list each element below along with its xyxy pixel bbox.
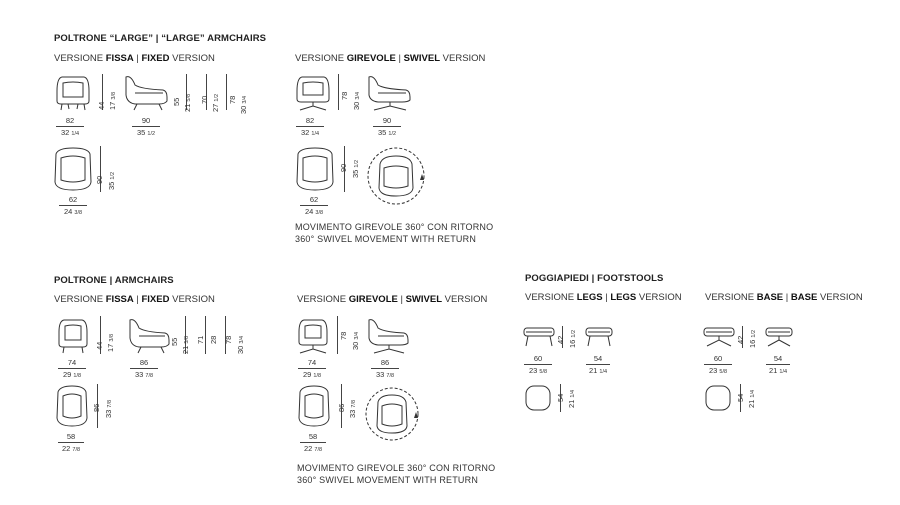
dimension-depth-in xyxy=(104,400,113,418)
dim-value: 78 xyxy=(224,335,233,344)
dim-value: 33 xyxy=(104,409,113,418)
dim-value: 54 xyxy=(556,393,565,402)
dim-value: 29 xyxy=(62,370,72,379)
dimension-height-in xyxy=(351,332,360,350)
dim-frac: 5/8 xyxy=(539,369,548,375)
dim-cm: 86 xyxy=(371,358,399,369)
note-italian: MOVIMENTO GIREVOLE 360° CON RITORNO xyxy=(295,222,494,232)
note-italian: MOVIMENTO GIREVOLE 360° CON RITORNO xyxy=(297,463,496,473)
dim-value: 90 xyxy=(339,163,348,172)
dim-value: 21 xyxy=(588,366,598,375)
dim-value: 32 xyxy=(60,128,70,137)
dim-value: 24 xyxy=(304,207,314,216)
label-part: VERSIONE xyxy=(54,294,106,305)
armchair-swivel-side-view-drawing xyxy=(366,316,410,354)
section-title-armchairs: POLTRONE | ARMCHAIRS xyxy=(54,275,174,286)
dimension-total-height-cm xyxy=(228,96,237,104)
dim-value: 71 xyxy=(196,335,205,344)
dim-frac: 3/8 xyxy=(74,210,83,216)
dimension-seat-height-cm xyxy=(172,98,181,106)
dim-value: 21 xyxy=(747,399,756,408)
dim-value: 17 xyxy=(108,101,117,110)
dimension-depth xyxy=(373,116,401,137)
dimension-width xyxy=(298,358,326,379)
dimension-height-in xyxy=(352,92,361,110)
label-separator: | xyxy=(783,292,791,303)
dimension-depth-in xyxy=(107,172,116,190)
dimension-height-in xyxy=(748,330,757,348)
label-part: VERSION xyxy=(636,292,682,303)
dimension-line xyxy=(205,316,206,354)
dim-value: 44 xyxy=(95,341,104,350)
legs-version-label xyxy=(525,292,682,303)
large-swivel-top-view-drawing xyxy=(294,146,336,192)
dim-value: 42 xyxy=(556,335,565,344)
dim-value: 70 xyxy=(200,95,209,104)
dimension-depth-cm xyxy=(95,176,104,184)
dimension-arm-height-cm xyxy=(196,336,205,344)
dimension-total-height-cm xyxy=(224,336,233,344)
dim-cm: 62 xyxy=(300,195,328,206)
dim-value: 22 xyxy=(303,444,313,453)
dim-cm: 82 xyxy=(56,116,84,127)
large-fixed-front-view-drawing xyxy=(54,73,92,111)
footstool-base-front-view-drawing xyxy=(702,326,736,348)
dim-frac: 7/8 xyxy=(314,447,323,453)
fixed-version-label xyxy=(54,294,215,305)
dim-frac: 3/8 xyxy=(111,91,117,100)
dimension-height-cm xyxy=(97,102,106,110)
dimension-depth-cm xyxy=(337,404,346,412)
label-part: VERSION xyxy=(442,294,488,305)
label-part-bold: FISSA xyxy=(105,53,134,64)
dimension-width xyxy=(56,116,84,137)
dim-value: 21 xyxy=(183,103,192,112)
dim-frac: 5/8 xyxy=(184,335,190,344)
armchair-fixed-side-view-drawing xyxy=(127,316,171,354)
dim-cm: 90 xyxy=(373,116,401,127)
dim-value: 21 xyxy=(567,399,576,408)
dim-in xyxy=(704,365,732,375)
dim-value: 55 xyxy=(172,97,181,106)
dim-in xyxy=(766,365,790,375)
dim-value: 16 xyxy=(748,339,757,348)
dim-value: 35 xyxy=(351,169,360,178)
armchair-fixed-top-view-drawing xyxy=(54,384,90,428)
base-version-label xyxy=(705,292,863,303)
dimension-width xyxy=(59,195,87,216)
dim-frac: 7/8 xyxy=(72,447,81,453)
label-part-bold: FIXED xyxy=(141,53,170,64)
dim-frac: 1/8 xyxy=(313,373,322,379)
dimension-width xyxy=(704,354,732,375)
dimension-width xyxy=(58,358,86,379)
dim-cm: 60 xyxy=(524,354,552,365)
dim-value: 35 xyxy=(377,128,387,137)
dimension-height-cm xyxy=(340,92,349,100)
section-title-footstools: POGGIAPIEDI | FOOTSTOOLS xyxy=(525,273,664,284)
dim-frac: 1/2 xyxy=(571,329,577,338)
dim-cm: 86 xyxy=(130,358,158,369)
label-part-bold: GIREVOLE xyxy=(348,294,398,305)
dim-value: 42 xyxy=(736,335,745,344)
dim-value: 23 xyxy=(708,366,718,375)
label-part-bold: BASE xyxy=(790,292,818,303)
dim-frac: 1/4 xyxy=(570,389,576,398)
dimension-width xyxy=(58,432,84,453)
label-part-bold: FISSA xyxy=(105,294,134,305)
dim-in xyxy=(371,369,399,379)
dim-frac: 3/8 xyxy=(109,333,115,342)
swivel-rotation-icon xyxy=(364,386,420,442)
section-title-large-armchairs: POLTRONE “LARGE” | “LARGE” ARMCHAIRS xyxy=(54,33,267,44)
dim-value: 55 xyxy=(170,337,179,346)
dimension-height-in xyxy=(108,92,117,110)
dim-frac: 1/2 xyxy=(147,131,156,137)
dimension-depth xyxy=(130,358,158,379)
dim-value: 27 xyxy=(211,103,220,112)
dim-value: 78 xyxy=(339,331,348,340)
dim-value: 35 xyxy=(136,128,146,137)
label-part: VERSION xyxy=(169,53,215,64)
dimension-seat-height-cm xyxy=(170,338,179,346)
dim-frac: 1/4 xyxy=(311,131,320,137)
label-part-bold: SWIVEL xyxy=(405,294,443,305)
large-swivel-side-view-drawing xyxy=(366,73,412,111)
dim-in xyxy=(58,443,84,453)
footstool-base-side-view-drawing xyxy=(764,326,794,348)
dim-frac: 3/8 xyxy=(315,210,324,216)
dimension-top-in xyxy=(567,390,576,408)
dimension-top-in xyxy=(747,390,756,408)
dim-frac: 1/2 xyxy=(388,131,397,137)
dim-in xyxy=(524,365,552,375)
large-fixed-side-view-drawing xyxy=(123,73,169,111)
dim-value: 78 xyxy=(340,91,349,100)
dim-value: 44 xyxy=(97,101,106,110)
dimension-width xyxy=(524,354,552,375)
dimension-arm-height-in xyxy=(209,336,218,344)
dim-cm: 62 xyxy=(59,195,87,206)
label-part: VERSIONE xyxy=(54,53,106,64)
dim-value: 21 xyxy=(181,345,190,354)
dim-frac: 5/8 xyxy=(186,93,192,102)
dim-frac: 3/4 xyxy=(355,91,361,100)
dim-frac: 1/8 xyxy=(73,373,82,379)
dimension-arm-height-in xyxy=(211,94,220,112)
note-english: 360° SWIVEL MOVEMENT WITH RETURN xyxy=(297,475,479,485)
dim-in xyxy=(56,127,84,137)
label-part-bold: LEGS xyxy=(576,292,603,303)
dimension-line xyxy=(226,74,227,110)
label-part-bold: GIREVOLE xyxy=(346,53,396,64)
dim-in xyxy=(59,206,87,216)
armchair-fixed-front-view-drawing xyxy=(56,316,90,354)
dim-frac: 7/8 xyxy=(145,373,154,379)
dim-frac: 3/4 xyxy=(242,95,248,104)
label-part-bold: FIXED xyxy=(141,294,170,305)
dim-value: 23 xyxy=(528,366,538,375)
dimension-seat-height-in xyxy=(183,94,192,112)
swivel-version-label xyxy=(297,294,487,305)
dim-in xyxy=(132,127,160,137)
dim-value: 30 xyxy=(351,341,360,350)
dim-value: 30 xyxy=(352,101,361,110)
label-part-bold: BASE xyxy=(756,292,784,303)
dim-cm: 90 xyxy=(132,116,160,127)
dimension-height-cm xyxy=(556,336,565,344)
dim-value: 21 xyxy=(768,366,778,375)
swivel-rotation-icon xyxy=(366,146,426,206)
dim-cm: 82 xyxy=(296,116,324,127)
footstool-legs-top-view-drawing xyxy=(524,384,552,412)
dimension-height-cm xyxy=(95,342,104,350)
note-english: 360° SWIVEL MOVEMENT WITH RETURN xyxy=(295,234,477,244)
dim-value: 32 xyxy=(300,128,310,137)
dim-frac: 5/8 xyxy=(719,369,728,375)
dimension-height-cm xyxy=(339,332,348,340)
dim-in xyxy=(300,206,328,216)
dimension-total-height-in xyxy=(239,96,248,114)
dim-in xyxy=(373,127,401,137)
fixed-version-label-large xyxy=(54,53,215,64)
label-part: VERSIONE xyxy=(297,294,349,305)
dimension-width xyxy=(296,116,324,137)
dimension-depth xyxy=(586,354,610,375)
dim-frac: 1/4 xyxy=(599,369,608,375)
dimension-height-cm xyxy=(736,336,745,344)
dimension-line xyxy=(338,74,339,110)
armchair-swivel-front-view-drawing xyxy=(296,316,330,354)
label-part: VERSIONE xyxy=(295,53,347,64)
large-swivel-front-view-drawing xyxy=(294,73,332,111)
label-part: VERSION xyxy=(440,53,486,64)
dim-value: 86 xyxy=(337,403,346,412)
dim-value: 29 xyxy=(302,370,312,379)
dim-value: 17 xyxy=(106,343,115,352)
dim-frac: 1/2 xyxy=(354,159,360,168)
footstool-legs-front-view-drawing xyxy=(522,326,556,348)
dim-in xyxy=(296,127,324,137)
swivel-note xyxy=(297,462,495,486)
armchair-swivel-top-view-drawing xyxy=(296,384,332,428)
label-part: VERSIONE xyxy=(705,292,757,303)
dimension-line xyxy=(206,74,207,110)
swivel-note-large xyxy=(295,221,493,245)
dim-value: 16 xyxy=(568,339,577,348)
dim-in xyxy=(586,365,610,375)
dim-value: 30 xyxy=(236,345,245,354)
dim-cm: 60 xyxy=(704,354,732,365)
dimension-top-cm xyxy=(736,394,745,402)
dim-frac: 1/4 xyxy=(779,369,788,375)
label-separator: | xyxy=(133,294,142,305)
dimension-depth-in xyxy=(351,160,360,178)
dimension-depth-cm xyxy=(339,164,348,172)
dim-value: 78 xyxy=(228,95,237,104)
dimension-height-in xyxy=(106,334,115,352)
dim-value: 30 xyxy=(239,105,248,114)
dim-frac: 1/2 xyxy=(214,93,220,102)
dim-frac: 1/4 xyxy=(750,389,756,398)
dim-frac: 1/2 xyxy=(110,171,116,180)
dimension-depth-cm xyxy=(92,404,101,412)
large-fixed-top-view-drawing xyxy=(52,146,94,192)
dimension-line xyxy=(100,146,101,192)
dim-cm: 58 xyxy=(300,432,326,443)
dim-value: 54 xyxy=(736,393,745,402)
label-separator: | xyxy=(397,294,406,305)
footstool-legs-side-view-drawing xyxy=(584,326,614,348)
label-part: VERSIONE xyxy=(525,292,577,303)
dimension-width xyxy=(300,195,328,216)
dim-in xyxy=(130,369,158,379)
label-separator: | xyxy=(602,292,611,303)
label-separator: | xyxy=(395,53,404,64)
dimension-depth xyxy=(766,354,790,375)
dim-in xyxy=(298,369,326,379)
dimension-arm-height-cm xyxy=(200,96,209,104)
label-part-bold: LEGS xyxy=(610,292,637,303)
dim-value: 90 xyxy=(95,175,104,184)
dim-value: 35 xyxy=(107,181,116,190)
dimension-line xyxy=(337,316,338,354)
label-part-bold: SWIVEL xyxy=(403,53,441,64)
dim-value: 33 xyxy=(348,409,357,418)
dim-cm: 54 xyxy=(766,354,790,365)
dimension-depth xyxy=(371,358,399,379)
dim-value: 86 xyxy=(92,403,101,412)
dim-value: 24 xyxy=(63,207,73,216)
dim-value: 33 xyxy=(134,370,144,379)
dim-frac: 3/4 xyxy=(354,331,360,340)
dim-frac: 3/4 xyxy=(239,335,245,344)
label-separator: | xyxy=(133,53,142,64)
dim-in xyxy=(300,443,326,453)
label-part: VERSION xyxy=(169,294,215,305)
dim-cm: 74 xyxy=(58,358,86,369)
dim-cm: 54 xyxy=(586,354,610,365)
dimension-depth xyxy=(132,116,160,137)
dimension-height-in xyxy=(568,330,577,348)
label-part: VERSION xyxy=(817,292,863,303)
dim-cm: 74 xyxy=(298,358,326,369)
dim-cm: 58 xyxy=(58,432,84,443)
dim-frac: 1/2 xyxy=(751,329,757,338)
footstool-base-top-view-drawing xyxy=(704,384,732,412)
dim-value: 22 xyxy=(61,444,71,453)
dimension-total-height-in xyxy=(236,336,245,354)
swivel-version-label-large xyxy=(295,53,485,64)
dimension-seat-height-in xyxy=(181,336,190,354)
dimension-top-cm xyxy=(556,394,565,402)
dim-value: 28 xyxy=(209,335,218,344)
dimension-width xyxy=(300,432,326,453)
dim-frac: 7/8 xyxy=(386,373,395,379)
dim-frac: 7/8 xyxy=(351,399,357,408)
dim-frac: 7/8 xyxy=(107,399,113,408)
dim-value: 33 xyxy=(375,370,385,379)
dim-frac: 1/4 xyxy=(71,131,80,137)
dim-in xyxy=(58,369,86,379)
dimension-depth-in xyxy=(348,400,357,418)
